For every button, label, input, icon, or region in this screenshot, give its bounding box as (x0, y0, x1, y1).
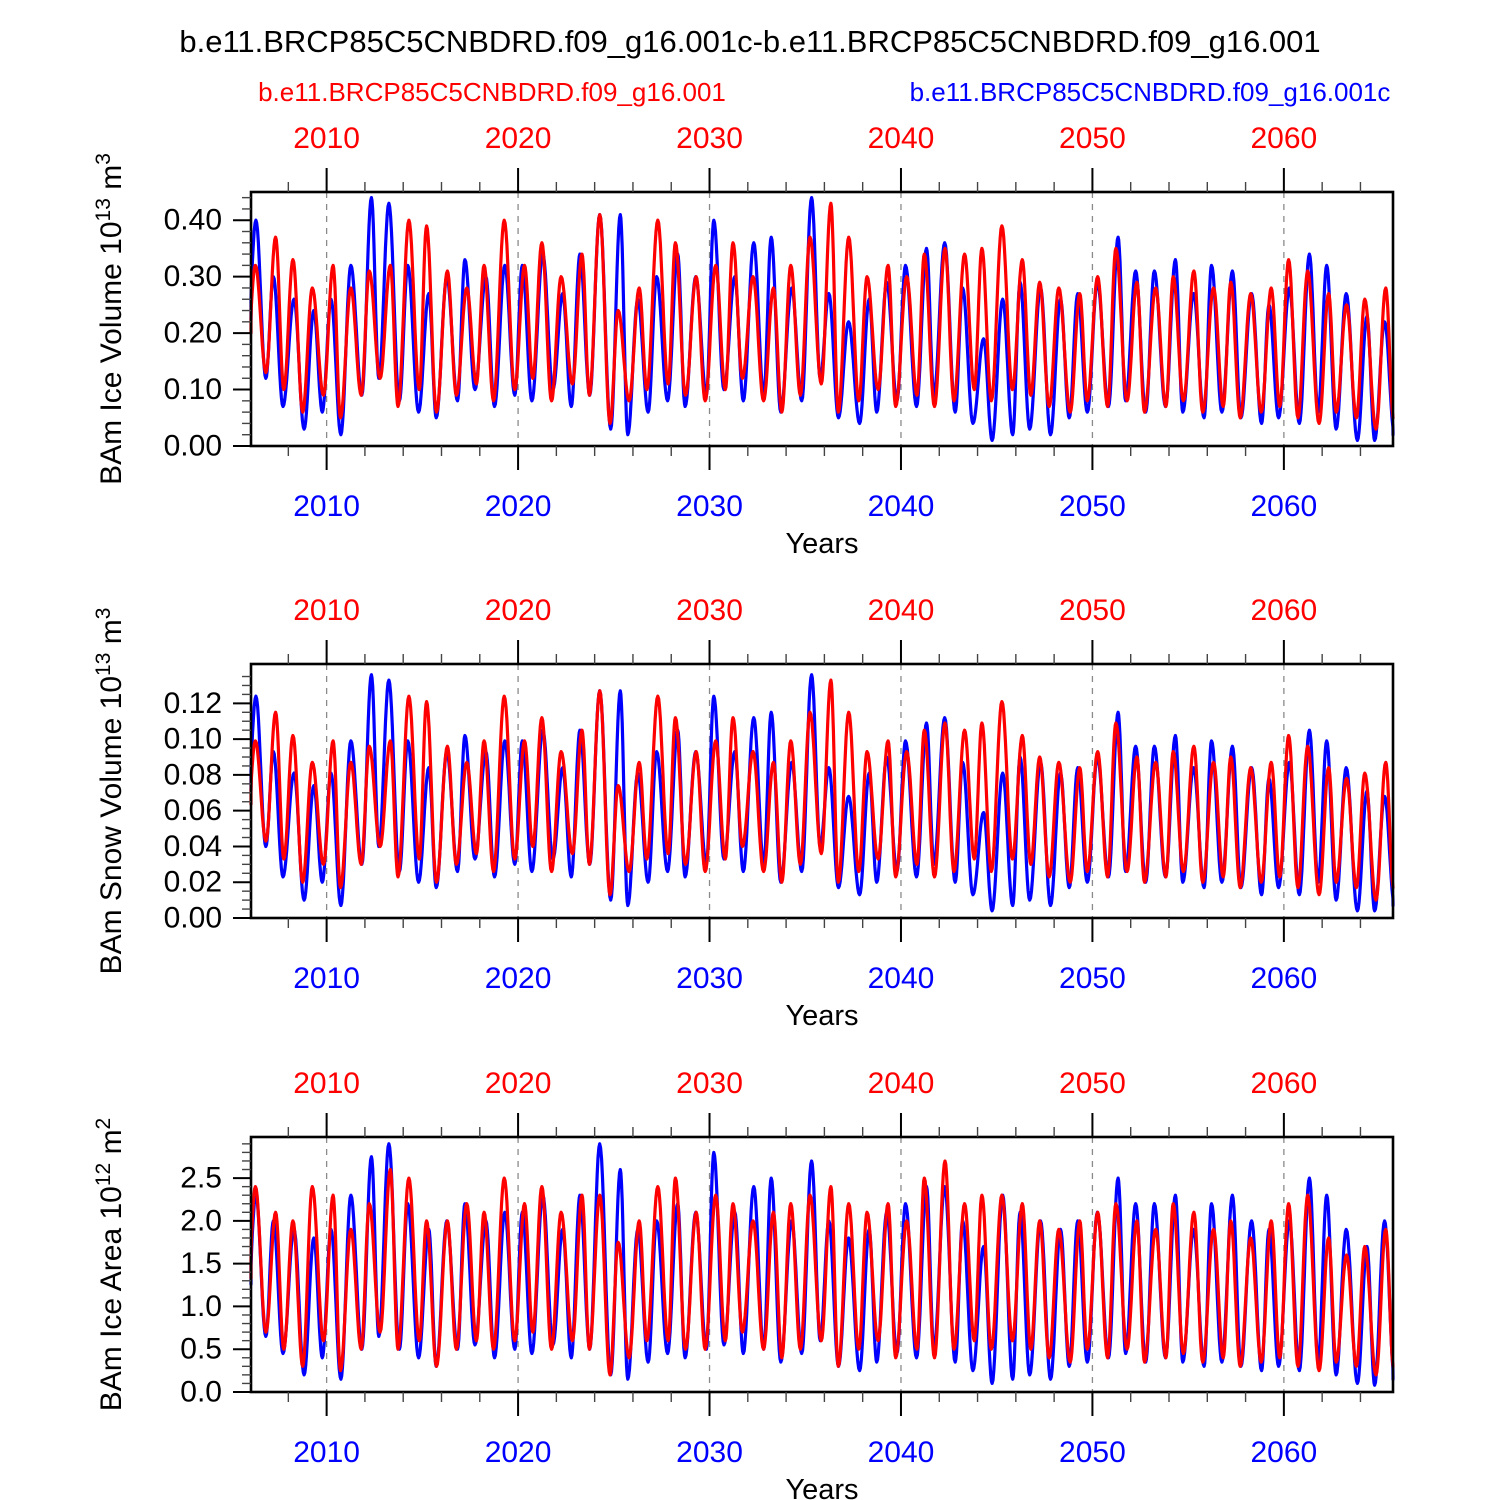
panel-2 (92, 594, 1393, 1032)
x-tick-label-bottom: 2010 (293, 490, 360, 523)
y-tick-label: 0.00 (163, 429, 222, 463)
x-tick-label-bottom: 2010 (293, 962, 360, 995)
y-tick-label: 0.0 (180, 1375, 222, 1409)
y-tick-label: 0.12 (163, 686, 222, 720)
x-tick-label-top: 2050 (1059, 122, 1126, 155)
y-tick-label: 2.5 (180, 1161, 222, 1195)
x-tick-label-bottom: 2040 (867, 490, 935, 523)
x-tick-label-top: 2030 (676, 1067, 743, 1100)
x-tick-label-bottom: 2020 (484, 490, 552, 523)
legend-label-run-001: b.e11.BRCP85C5CNBDRD.f09_g16.001 (258, 77, 726, 107)
x-axis-title: Years (785, 1000, 859, 1032)
y-tick-label: 0.02 (163, 865, 222, 899)
x-tick-label-bottom: 2050 (1059, 962, 1126, 995)
figure-title: b.e11.BRCP85C5CNBDRD.f09_g16.001c-b.e11.BRCP85C5CNBDRD.f09_g16.001 (179, 24, 1321, 59)
x-tick-label-top: 2010 (293, 1067, 360, 1100)
x-tick-label-top: 2040 (867, 122, 935, 155)
panel-1 (92, 122, 1393, 560)
y-tick-label: 0.40 (163, 203, 222, 237)
y-tick-label: 0.5 (180, 1332, 222, 1366)
y-tick-label: 1.0 (180, 1289, 222, 1323)
x-tick-label-top: 2060 (1250, 122, 1318, 155)
y-tick-label: 0.08 (163, 758, 222, 792)
x-tick-label-top: 2010 (293, 122, 360, 155)
x-tick-label-bottom: 2060 (1250, 1436, 1318, 1469)
x-tick-label-bottom: 2050 (1059, 1436, 1126, 1469)
x-tick-label-bottom: 2060 (1250, 490, 1318, 523)
x-tick-label-bottom: 2030 (676, 1436, 743, 1469)
y-tick-label: 0.30 (163, 260, 222, 294)
x-tick-label-bottom: 2030 (676, 962, 743, 995)
x-tick-label-bottom: 2040 (867, 962, 935, 995)
y-axis-title: BAm Ice Area $10^{12}$ $m^2$ (92, 1117, 128, 1412)
x-axis-title: Years (785, 528, 859, 560)
y-tick-label: 0.10 (163, 722, 222, 756)
panel-3 (92, 1067, 1393, 1500)
x-tick-label-top: 2030 (676, 594, 743, 627)
x-axis-title: Years (785, 1474, 859, 1500)
y-tick-label: 2.0 (180, 1204, 222, 1238)
x-tick-label-top: 2040 (867, 1067, 935, 1100)
x-tick-label-bottom: 2020 (484, 1436, 552, 1469)
y-tick-label: 0.20 (163, 316, 222, 350)
x-tick-label-top: 2050 (1059, 594, 1126, 627)
x-tick-label-bottom: 2050 (1059, 490, 1126, 523)
x-tick-label-bottom: 2010 (293, 1436, 360, 1469)
y-tick-label: 0.04 (163, 829, 222, 863)
x-tick-label-bottom: 2060 (1250, 962, 1318, 995)
y-tick-label: 0.00 (163, 901, 222, 935)
x-tick-label-top: 2010 (293, 594, 360, 627)
x-tick-label-top: 2030 (676, 122, 743, 155)
x-tick-label-top: 2020 (484, 594, 552, 627)
y-tick-label: 0.06 (163, 794, 222, 828)
x-tick-label-top: 2060 (1250, 1067, 1318, 1100)
x-tick-label-top: 2040 (867, 594, 935, 627)
y-axis-title: BAm Snow Volume $10^{13}$ $m^3$ (92, 607, 128, 975)
legend-label-run-001c: b.e11.BRCP85C5CNBDRD.f09_g16.001c (909, 77, 1391, 107)
x-tick-label-bottom: 2020 (484, 962, 552, 995)
x-tick-label-top: 2050 (1059, 1067, 1126, 1100)
y-axis-title: BAm Ice Volume $10^{13}$ $m^3$ (92, 153, 128, 485)
x-tick-label-bottom: 2040 (867, 1436, 935, 1469)
x-tick-label-bottom: 2030 (676, 490, 743, 523)
x-tick-label-top: 2020 (484, 122, 552, 155)
x-tick-label-top: 2020 (484, 1067, 552, 1100)
x-tick-label-top: 2060 (1250, 594, 1318, 627)
y-tick-label: 1.5 (180, 1247, 222, 1281)
y-tick-label: 0.10 (163, 373, 222, 407)
